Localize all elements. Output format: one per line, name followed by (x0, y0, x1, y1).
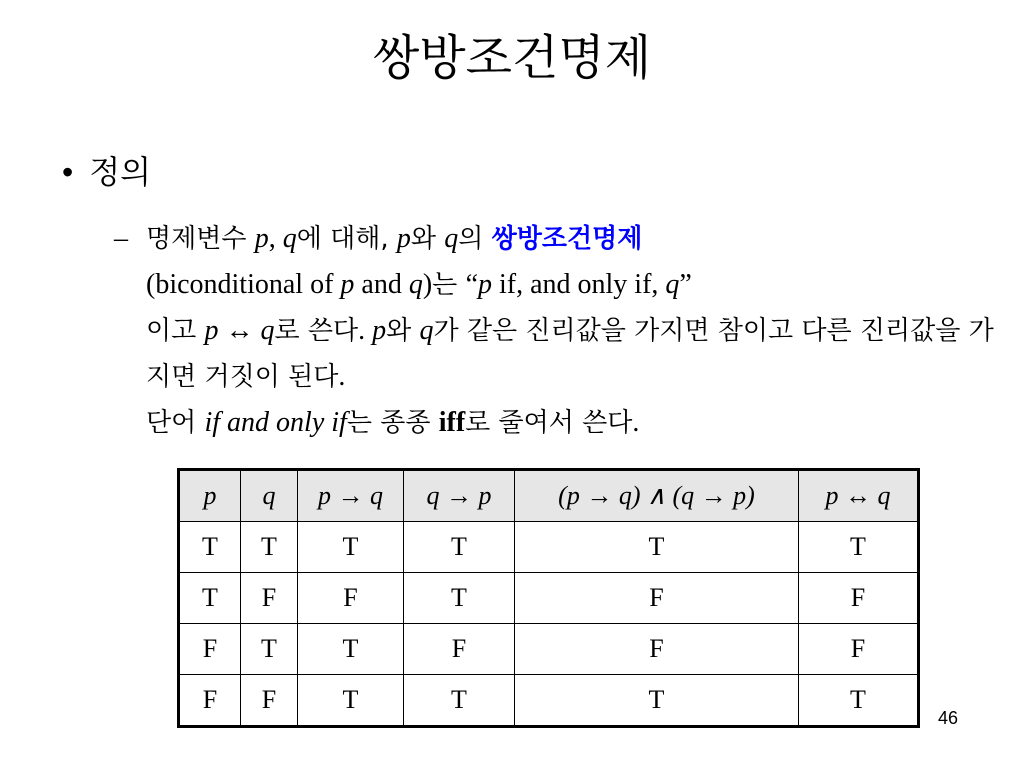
truth-table-header-row (179, 470, 919, 522)
var-p: p (340, 269, 355, 300)
truth-table (177, 468, 920, 728)
text-run: 의 (458, 224, 492, 254)
text-run: ↔ (218, 315, 261, 346)
col-header-q-implies-p: q → p (404, 470, 515, 522)
table-cell: T (404, 675, 515, 727)
table-cell: T (179, 522, 241, 573)
bullet-item (62, 152, 151, 192)
text-run: , (268, 223, 283, 254)
text-run: 가 같은 진리값을 가지면 참이고 다른 진리값을 가지면 거짓이 된다 (146, 316, 994, 392)
page-number: 46 (938, 708, 959, 728)
table-cell: T (298, 675, 404, 727)
col-header-q: q (241, 470, 298, 522)
text-run: 단어 (146, 408, 205, 438)
text-run: . (358, 315, 373, 346)
table-cell: T (515, 522, 799, 573)
table-cell: F (404, 624, 515, 675)
text-run: 는 종종 (346, 408, 439, 438)
table-cell: F (179, 624, 241, 675)
table-cell: T (799, 522, 919, 573)
table-cell: T (404, 573, 515, 624)
var-q: q (665, 269, 680, 300)
var-p: p (396, 223, 411, 254)
text-run: 로 줄여서 쓴다 (465, 408, 633, 438)
text-run: 와 (386, 316, 420, 346)
col-header-p: p (179, 470, 241, 522)
text-run: 에 대해, (296, 224, 397, 254)
text-run: (biconditional of (146, 269, 341, 300)
table-row (179, 522, 919, 573)
table-cell: T (515, 675, 799, 727)
text-run: if, and only if, (492, 269, 666, 300)
text-run: . (338, 361, 346, 392)
table-cell: F (241, 573, 298, 624)
col-header-p-implies-q: p → q (298, 470, 404, 522)
table-cell: F (799, 573, 919, 624)
table-cell: T (298, 624, 404, 675)
col-header-biconditional: p ↔ q (799, 470, 919, 522)
text-run: 로 쓴다 (274, 316, 359, 346)
table-cell: F (515, 624, 799, 675)
var-q: q (282, 223, 297, 254)
table-row (179, 573, 919, 624)
var-q: q (419, 315, 434, 346)
bullet-text: 정의 (89, 153, 152, 191)
table-cell: T (404, 522, 515, 573)
text-run: and (354, 269, 409, 300)
var-p: p (254, 223, 269, 254)
var-p: p (372, 315, 387, 346)
text-run: 와 (410, 224, 445, 254)
var-q: q (444, 223, 459, 254)
term-iff-full: if and only if (204, 407, 347, 438)
slide-title: 쌍방조건명제 (372, 30, 652, 86)
highlighted-term: 쌍방조건명제 (491, 224, 643, 254)
text-run: 는 (432, 270, 466, 300)
table-cell: T (799, 675, 919, 727)
table-cell: F (241, 675, 298, 727)
col-header-conjunction: (p → q) ∧ (q → p) (515, 470, 799, 522)
var-q: q (260, 315, 275, 346)
bullet-marker: • (62, 154, 74, 190)
table-cell: F (799, 624, 919, 675)
table-row (179, 675, 919, 727)
table-cell: F (515, 573, 799, 624)
definition-paragraph (114, 216, 994, 446)
text-run: “ (465, 269, 478, 300)
text-run: . (632, 407, 640, 438)
table-cell: F (298, 573, 404, 624)
table-cell: T (298, 522, 404, 573)
var-p: p (204, 315, 219, 346)
table-row (179, 624, 919, 675)
text-run: ) (422, 269, 433, 300)
term-iff: iff (438, 407, 466, 438)
table-cell: T (241, 522, 298, 573)
text-run: 명제변수 (146, 224, 255, 254)
var-q: q (408, 269, 423, 300)
definition-body (146, 216, 994, 446)
table-cell: T (241, 624, 298, 675)
text-run: 이고 (146, 316, 205, 346)
table-cell: F (179, 675, 241, 727)
sub-bullet-dash: – (114, 223, 128, 254)
var-p: p (478, 269, 492, 300)
text-run: ” (679, 269, 692, 300)
table-cell: T (179, 573, 241, 624)
